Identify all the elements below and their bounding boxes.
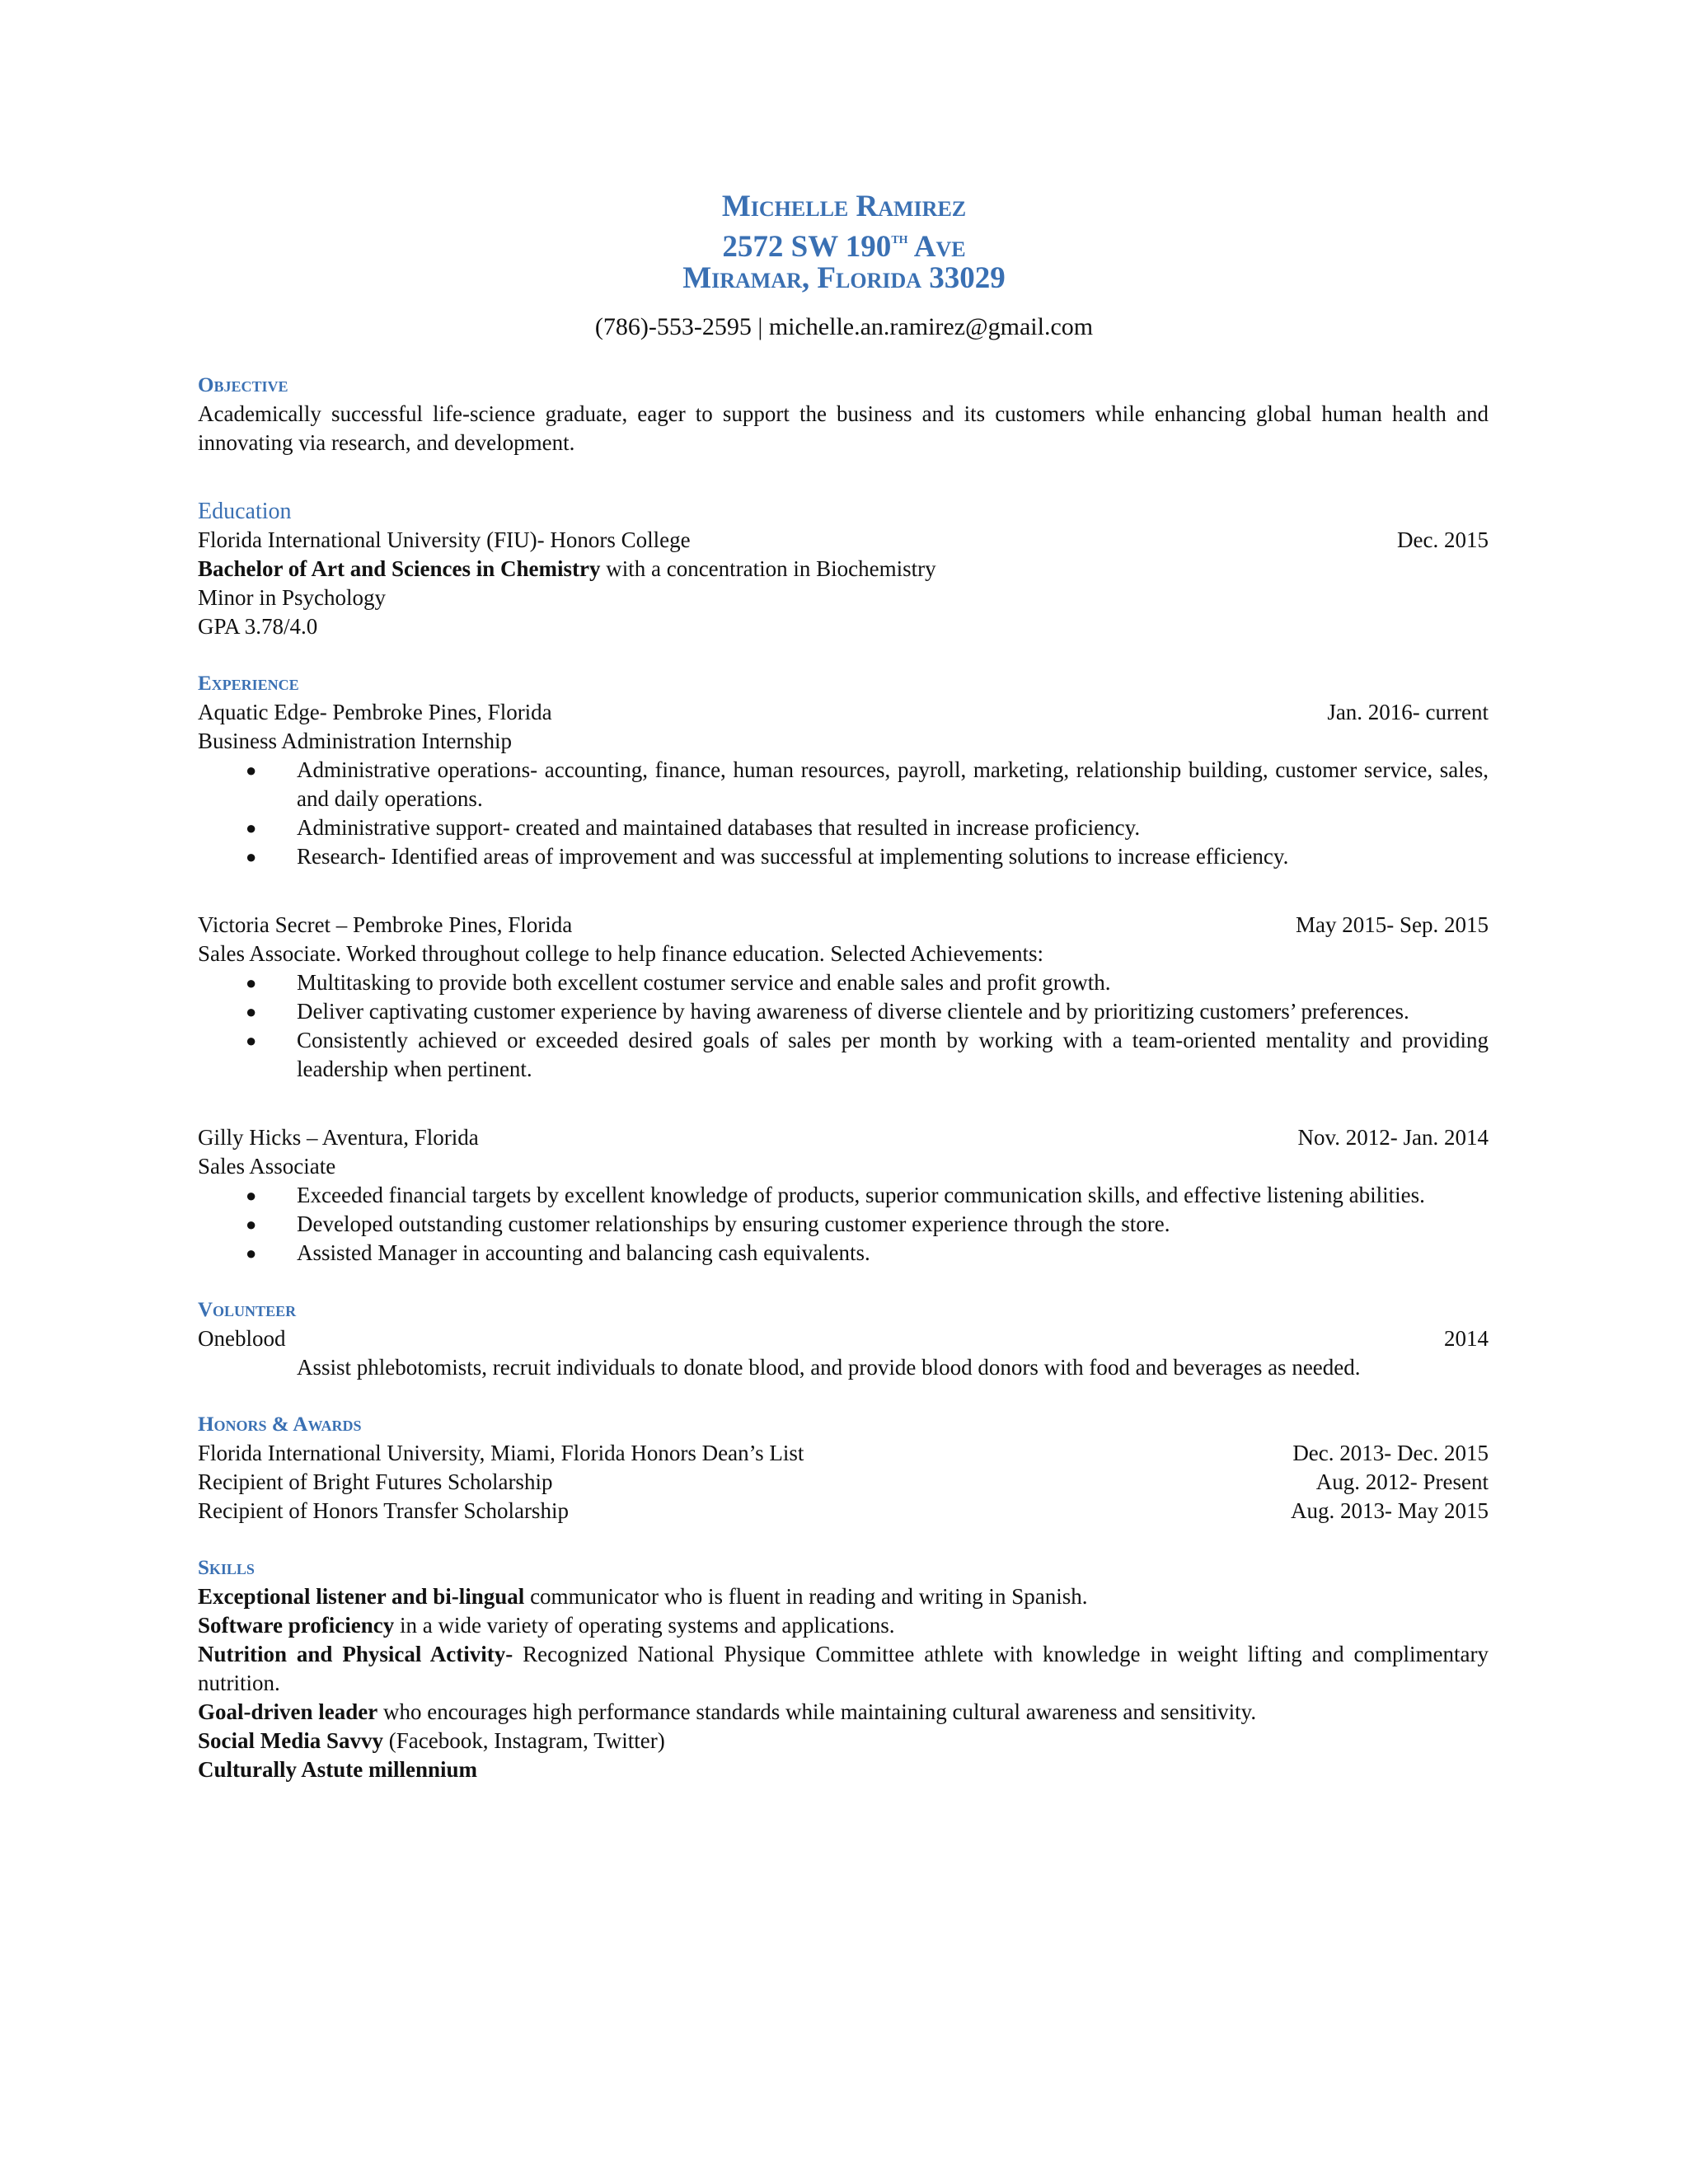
job-entry <box>198 911 1489 1084</box>
resume-header <box>0 191 1688 294</box>
honor-row <box>198 1468 1489 1497</box>
honor-date: Dec. 2013- Dec. 2015 <box>1292 1441 1489 1465</box>
education-school-row <box>198 526 1489 555</box>
job-date: May 2015- Sep. 2015 <box>1296 912 1489 937</box>
job-employer: Gilly Hicks – Aventura, Florida <box>198 1125 479 1150</box>
job-bullets <box>198 756 1489 871</box>
honors-heading: Honors & Awards <box>198 1413 362 1436</box>
skill-item: Goal-driven leader who encourages high performance standards while maintaining cultural awareness and sensitivity. <box>198 1699 1257 1724</box>
job-entry <box>198 698 1489 871</box>
job-employer: Aquatic Edge- Pembroke Pines, Florida <box>198 700 552 724</box>
honor-row <box>198 1497 1489 1526</box>
job-date: Jan. 2016- current <box>1327 700 1489 724</box>
city-state-zip: Miramar, Florida 33029 <box>682 261 1006 295</box>
candidate-name: Michelle Ramirez <box>721 190 967 223</box>
volunteer-row <box>198 1324 1489 1353</box>
objective-text: Academically successful life-science graduate, eager to support the business and its customers while enhancing global human health and innovating via research, and development. <box>198 401 1489 455</box>
honor-date: Aug. 2013- May 2015 <box>1291 1498 1489 1523</box>
school-name: Florida International University (FIU)- Honors College <box>198 527 691 552</box>
skill-item: Social Media Savvy (Facebook, Instagram, Twitter) <box>198 1728 665 1753</box>
bullet-item: ● Developed outstanding customer relationships by ensuring customer experience through the store. <box>297 1210 1489 1239</box>
minor: Minor in Psychology <box>198 585 387 610</box>
bullet-item: ● Administrative operations- accounting, finance, human resources, payroll, marketing, relationship building, customer service, sales, and daily operations. <box>297 756 1489 813</box>
honor-name: Florida International University, Miami, Florida Honors Dean’s List <box>198 1441 804 1465</box>
job-title: Business Administration Internship <box>198 729 512 753</box>
job-entry <box>198 1123 1489 1268</box>
job-title: Sales Associate <box>198 1154 336 1179</box>
degree: Bachelor of Art and Sciences in Chemistry with a concentration in Biochemistry <box>198 556 936 581</box>
objective-heading: Objective <box>198 374 288 396</box>
bullet-item: ● Exceeded financial targets by excellent knowledge of products, superior communication skills, and effective listening abilities. <box>297 1181 1489 1210</box>
skills-heading: Skills <box>198 1557 255 1579</box>
skill-item: Culturally Astute millennium <box>198 1757 478 1782</box>
job-date: Nov. 2012- Jan. 2014 <box>1297 1125 1489 1150</box>
volunteer-description: Assist phlebotomists, recruit individuals to donate blood, and provide blood donors with food and beverages as needed. <box>297 1355 1361 1380</box>
job-title: Sales Associate. Worked throughout college to help finance education. Selected Achievements: <box>198 941 1044 966</box>
job-employer: Victoria Secret – Pembroke Pines, Florida <box>198 912 573 937</box>
honor-name: Recipient of Bright Futures Scholarship <box>198 1469 553 1494</box>
skill-item: Software proficiency in a wide variety of operating systems and applications. <box>198 1613 895 1638</box>
job-bullets <box>198 968 1489 1084</box>
volunteer-date: 2014 <box>1444 1326 1489 1351</box>
skill-item: Nutrition and Physical Activity- Recognized National Physique Committee athlete with knowledge in weight lifting and complimentary nutrition. <box>198 1642 1489 1695</box>
street-address: 2572 SW 190th Ave <box>722 229 966 264</box>
bullet-item: ● Administrative support- created and maintained databases that resulted in increase proficiency. <box>297 813 1489 842</box>
bullet-item: ● Assisted Manager in accounting and balancing cash equivalents. <box>297 1239 1489 1268</box>
graduation-date: Dec. 2015 <box>1397 527 1489 552</box>
volunteer-org: Oneblood <box>198 1326 286 1351</box>
bullet-item: ● Consistently achieved or exceeded desired goals of sales per month by working with a team-oriented mentality and providing leadership when pertinent. <box>297 1026 1489 1084</box>
honor-date: Aug. 2012- Present <box>1315 1469 1489 1494</box>
resume-body <box>198 371 1489 1784</box>
honor-row <box>198 1439 1489 1468</box>
skill-item: Exceptional listener and bi-lingual communicator who is fluent in reading and writing in Spanish. <box>198 1584 1088 1609</box>
experience-heading: Experience <box>198 673 299 695</box>
job-bullets <box>198 1181 1489 1268</box>
education-heading: Education <box>198 499 292 524</box>
contact-line: (786)-553-2595 | michelle.an.ramirez@gmail.com <box>594 313 1094 340</box>
bullet-item: ● Multitasking to provide both excellent costumer service and enable sales and profit growth. <box>297 968 1489 997</box>
bullet-item: ● Research- Identified areas of improvement and was successful at implementing solutions to increase efficiency. <box>297 842 1489 871</box>
volunteer-heading: Volunteer <box>198 1299 297 1321</box>
gpa: GPA 3.78/4.0 <box>198 614 318 639</box>
honor-name: Recipient of Honors Transfer Scholarship <box>198 1498 569 1523</box>
bullet-item: ● Deliver captivating customer experience by having awareness of diverse clientele and by prioritizing customers’ preferences. <box>297 997 1489 1026</box>
